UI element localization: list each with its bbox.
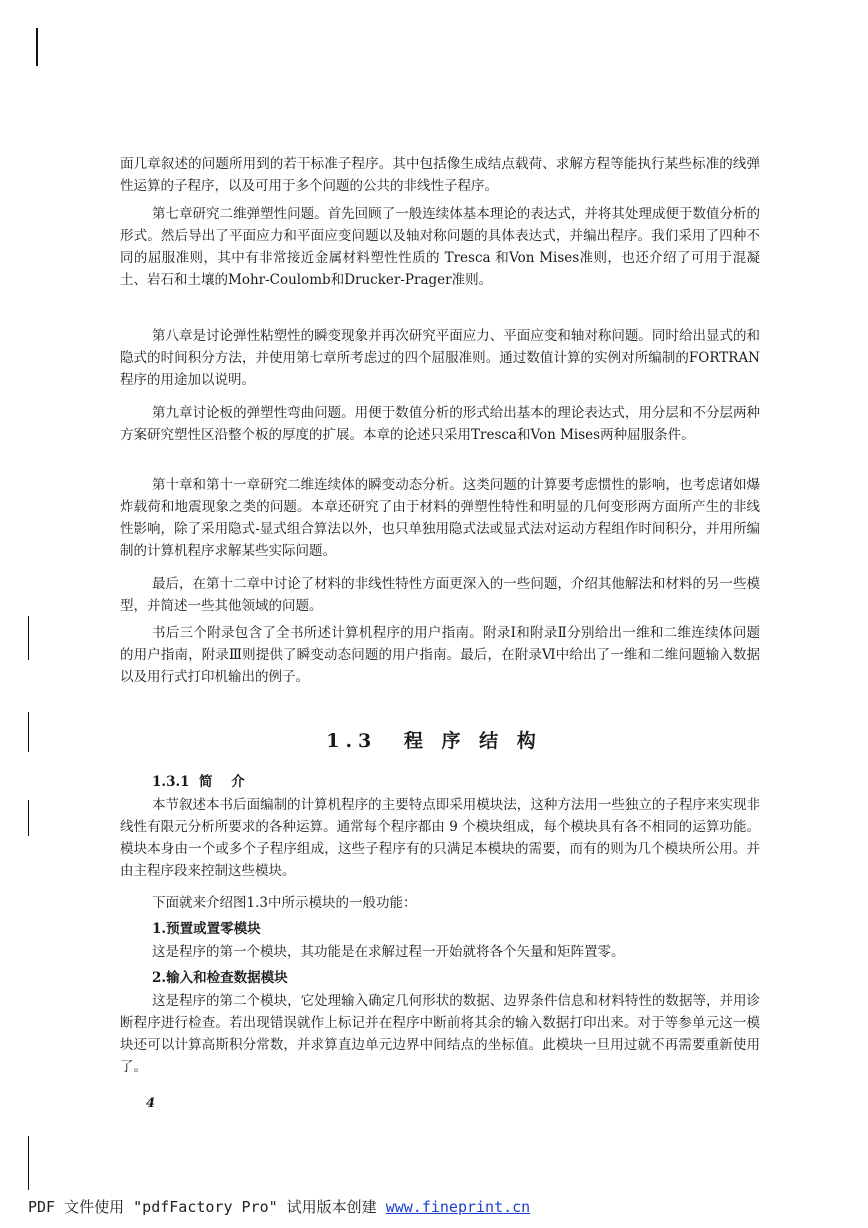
footer-link[interactable]: www.fineprint.cn [385,1198,531,1216]
paragraph-figure-intro: 下面就来介绍图1.3中所示模块的一般功能： [152,895,417,911]
module-2-text: 这是程序的第二个模块，它处理输入确定几何形状的数据、边界条件信息和材料特性的数据等，并用诊断程序进行检查。若出现错误就作上标记并在程序中断前将其余的输入数据打印出来。对于等参单元这一模块还可以计算高斯积分常数，并求算直边单元边界中间结点的坐标值。此模块一旦用过就不再需要重新使用了。 [120,993,760,1075]
paragraph-appendices: 书后三个附录包含了全书所述计算机程序的用户指南。附录Ⅰ和附录Ⅱ分别给出一维和二维连续体问题的用户指南，附录Ⅲ则提供了瞬变动态问题的用户指南。最后，在附录Ⅵ中给出了一维和二维问题输入数据以及用行式打印机输出的例子。 [120,625,760,685]
subsection-heading: 1.3.1 简 介 [152,774,245,790]
module-1-heading: 1.预置或置零模块 [152,921,261,937]
footer-text: PDF 文件使用 "pdfFactory Pro" 试用版本创建 [28,1198,386,1216]
paragraph-chapter-7: 第七章研究二维弹塑性问题。首先回顾了一般连续体基本理论的表达式，并将其处理成便于数值分析的形式。然后导出了平面应力和平面应变问题以及轴对称问题的具体表达式，并编出程序。我们采用了四种不同的屈服准则，其中有非常接近金属材料塑性性质的 Tresca 和Von Mises准则，也还介绍了可用于混凝土、岩石和土壤的Mohr-Coulomb和Drucker-Prager准则。 [120,206,760,288]
section-title: 程 序 结 构 [403,730,542,752]
page-number: 4 [146,1096,156,1111]
section-heading [0,726,868,753]
scan-mark-left-1 [28,616,29,660]
paragraph-chapter-10-11: 第十章和第十一章研究二维连续体的瞬变动态分析。这类问题的计算要考虑惯性的影响，也考虑诸如爆炸载荷和地震现象之类的问题。本章还研究了由于材料的弹塑性特性和明显的几何变形两方面所产生的非线性影响，除了采用隐式-显式组合算法以外，也只单独用隐式法或显式法对运动方程组作时间积分，并用所编制的计算机程序求解某些实际问题。 [120,477,760,559]
module-2-heading: 2.输入和检查数据模块 [152,970,288,986]
scan-mark-top [36,28,38,66]
paragraph-chapter-12: 最后，在第十二章中讨论了材料的非线性特性方面更深入的一些问题，介绍其他解法和材料的另一些模型，并简述一些其他领域的问题。 [120,576,760,614]
section-number: 1.3 [326,730,378,752]
paragraph-chapter-8: 第八章是讨论弹性粘塑性的瞬变现象并再次研究平面应力、平面应变和轴对称问题。同时给出显式的和隐式的时间积分方法，并使用第七章所考虑过的四个屈服准则。通过数值计算的实例对所编制的FORTRAN程序的用途加以说明。 [120,328,760,388]
pdf-footer [28,1196,530,1217]
scan-mark-left-3 [28,800,29,836]
paragraph-chapter-9: 第九章讨论板的弹塑性弯曲问题。用便于数值分析的形式给出基本的理论表达式，用分层和不分层两种方案研究塑性区沿整个板的厚度的扩展。本章的论述只采用Tresca和Von Mises两种屈服条件。 [120,405,760,443]
paragraph-standard-subroutines: 面几章叙述的问题所用到的若干标准子程序。其中包括像生成结点载荷、求解方程等能执行某些标准的线弹性运算的子程序，以及可用于多个问题的公共的非线性子程序。 [120,156,760,194]
paragraph-intro: 本节叙述本书后面编制的计算机程序的主要特点即采用模块法，这种方法用一些独立的子程序来实现非线性有限元分析所要求的各种运算。通常每个程序都由 9 个模块组成，每个模块具有各不相同的运算功能。模块本身由一个或多个子程序组成，这些子程序有的只满足本模块的需要，而有的则为几个模块所公用。并由主程序段来控制这些模块。 [120,797,760,879]
module-1-text: 这是程序的第一个模块，其功能是在求解过程一开始就将各个矢量和矩阵置零。 [152,944,625,960]
scan-mark-left-4 [28,1136,29,1190]
